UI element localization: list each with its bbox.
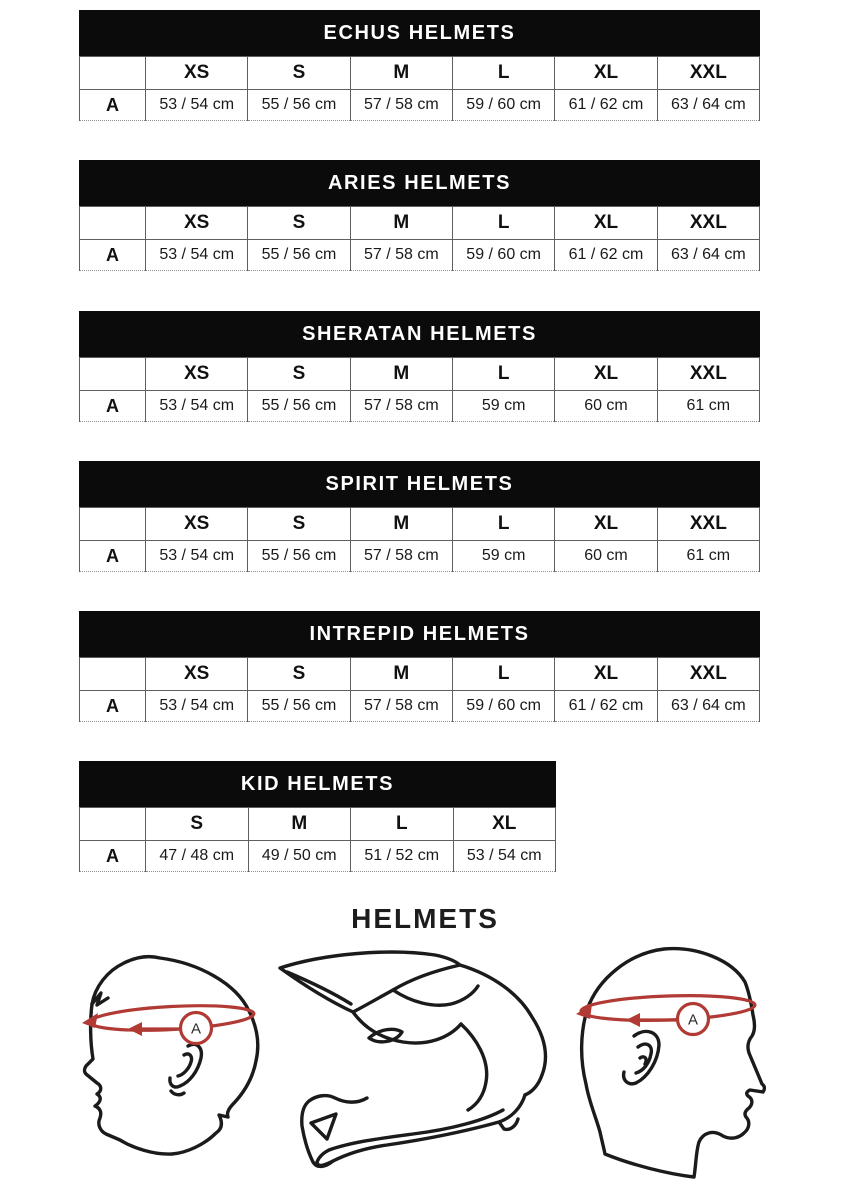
size-value-cell: 61 cm (657, 541, 759, 572)
cheek-panel-line (461, 1024, 487, 1110)
row-label-cell: A (80, 240, 146, 271)
corner-cell (80, 207, 146, 240)
size-table-kid (79, 761, 556, 872)
bottom-rim-inner (329, 1110, 503, 1150)
page-title: HELMETS (351, 903, 499, 934)
size-value-cell: 53 / 54 cm (453, 841, 556, 872)
measurement-row (80, 240, 760, 271)
size-value-cell: 55 / 56 cm (248, 691, 350, 722)
size-header-cell: M (350, 207, 452, 240)
size-chart (79, 657, 760, 722)
table-title: ECHUS HELMETS (79, 10, 760, 56)
size-header-cell: M (248, 808, 351, 841)
size-value-cell: 55 / 56 cm (248, 240, 350, 271)
corner-cell (80, 57, 146, 90)
size-header-cell: S (146, 808, 249, 841)
size-value-cell: 60 cm (555, 391, 657, 422)
row-label-cell: A (80, 90, 146, 121)
size-value-cell: 53 / 54 cm (146, 240, 248, 271)
size-value-cell: 63 / 64 cm (657, 240, 759, 271)
header-row (80, 508, 760, 541)
size-header-cell: M (350, 358, 452, 391)
shell-right-outline (460, 965, 545, 1095)
corner-cell (80, 358, 146, 391)
size-value-cell: 61 / 62 cm (555, 90, 657, 121)
size-value-cell: 53 / 54 cm (146, 691, 248, 722)
size-header-cell: XXL (657, 207, 759, 240)
size-value-cell: 61 / 62 cm (555, 240, 657, 271)
size-value-cell: 59 / 60 cm (452, 240, 554, 271)
corner-cell (80, 808, 146, 841)
size-value-cell: 59 cm (452, 391, 554, 422)
size-header-cell: L (452, 508, 554, 541)
size-table-aries (79, 160, 760, 271)
size-value-cell: 57 / 58 cm (350, 240, 452, 271)
ear-inner (178, 1054, 192, 1076)
head-outline (85, 957, 258, 1154)
size-header-cell: XXL (657, 658, 759, 691)
size-value-cell: 49 / 50 cm (248, 841, 351, 872)
size-header-cell: XS (146, 358, 248, 391)
measure-label-a: A (190, 1020, 202, 1038)
header-row (80, 658, 760, 691)
measure-arrowhead-icon (626, 1013, 640, 1027)
size-header-cell: XL (453, 808, 556, 841)
size-value-cell: 57 / 58 cm (350, 391, 452, 422)
size-header-cell: L (452, 358, 554, 391)
size-header-cell: M (350, 508, 452, 541)
size-value-cell: 63 / 64 cm (657, 691, 759, 722)
head-outline (582, 949, 765, 1177)
size-header-cell: S (248, 508, 350, 541)
size-header-cell: XS (146, 207, 248, 240)
size-value-cell: 60 cm (555, 541, 657, 572)
size-chart (79, 807, 556, 872)
size-header-cell: L (452, 207, 554, 240)
size-header-cell: S (248, 57, 350, 90)
row-label-cell: A (80, 691, 146, 722)
size-header-cell: L (452, 658, 554, 691)
adult-head-measurement-diagram (572, 936, 807, 1202)
size-value-cell: 55 / 56 cm (248, 90, 350, 121)
size-value-cell: 59 / 60 cm (452, 691, 554, 722)
chin-vent-triangle (311, 1114, 336, 1139)
measurement-row (80, 841, 556, 872)
size-header-cell: S (248, 207, 350, 240)
measurement-row (80, 391, 760, 422)
size-value-cell: 59 / 60 cm (452, 90, 554, 121)
header-row (80, 808, 556, 841)
bottom-rim-outer (317, 1095, 525, 1165)
size-header-cell: XL (555, 57, 657, 90)
size-value-cell: 57 / 58 cm (350, 541, 452, 572)
size-value-cell: 47 / 48 cm (146, 841, 249, 872)
header-row (80, 358, 760, 391)
table-title: ARIES HELMETS (79, 160, 760, 206)
size-header-cell: S (248, 358, 350, 391)
table-title: KID HELMETS (79, 761, 556, 807)
size-value-cell: 61 / 62 cm (555, 691, 657, 722)
peak-underside-line (287, 972, 351, 1004)
size-chart (79, 507, 760, 572)
goggle-top-line (393, 986, 478, 1005)
size-value-cell: 51 / 52 cm (351, 841, 454, 872)
ear-lobe-line (171, 1091, 184, 1095)
size-value-cell: 53 / 54 cm (146, 90, 248, 121)
size-value-cell: 59 cm (452, 541, 554, 572)
size-header-cell: XXL (657, 57, 759, 90)
header-row (80, 207, 760, 240)
corner-cell (80, 658, 146, 691)
row-label-cell: A (80, 391, 146, 422)
size-value-cell: 55 / 56 cm (248, 391, 350, 422)
size-header-cell: L (351, 808, 454, 841)
size-value-cell: 63 / 64 cm (657, 90, 759, 121)
size-header-cell: XL (555, 358, 657, 391)
size-header-cell: XL (555, 207, 657, 240)
table-title: SPIRIT HELMETS (79, 461, 760, 507)
chin-guard-outline (302, 1096, 367, 1167)
size-header-cell: S (248, 658, 350, 691)
helmet-illustration (263, 942, 563, 1197)
size-header-cell: XL (555, 658, 657, 691)
measurement-row (80, 541, 760, 572)
size-chart (79, 56, 760, 121)
header-row (80, 57, 760, 90)
measurement-row (80, 90, 760, 121)
size-header-cell: XXL (657, 508, 759, 541)
size-table-spirit (79, 461, 760, 572)
size-value-cell: 55 / 56 cm (248, 541, 350, 572)
ear-outline (170, 1044, 202, 1087)
measure-arrowhead-icon (128, 1022, 142, 1036)
size-header-cell: XS (146, 508, 248, 541)
size-header-cell: M (350, 57, 452, 90)
row-label-cell: A (80, 541, 146, 572)
ear-curl (640, 1057, 646, 1064)
size-value-cell: 57 / 58 cm (350, 90, 452, 121)
size-header-cell: XL (555, 508, 657, 541)
size-chart (79, 206, 760, 271)
measurement-row (80, 691, 760, 722)
size-table-echus (79, 10, 760, 121)
size-chart (79, 357, 760, 422)
size-table-sheratan (79, 311, 760, 422)
size-table-intrepid (79, 611, 760, 722)
size-value-cell: 61 cm (657, 391, 759, 422)
size-header-cell: XXL (657, 358, 759, 391)
corner-cell (80, 508, 146, 541)
measure-label-a: A (687, 1011, 699, 1029)
size-value-cell: 53 / 54 cm (146, 391, 248, 422)
size-header-cell: L (452, 57, 554, 90)
table-title: INTREPID HELMETS (79, 611, 760, 657)
size-value-cell: 53 / 54 cm (146, 541, 248, 572)
row-label-cell: A (80, 841, 146, 872)
size-header-cell: M (350, 658, 452, 691)
size-value-cell: 57 / 58 cm (350, 691, 452, 722)
table-title: SHERATAN HELMETS (79, 311, 760, 357)
size-header-cell: XS (146, 57, 248, 90)
size-header-cell: XS (146, 658, 248, 691)
